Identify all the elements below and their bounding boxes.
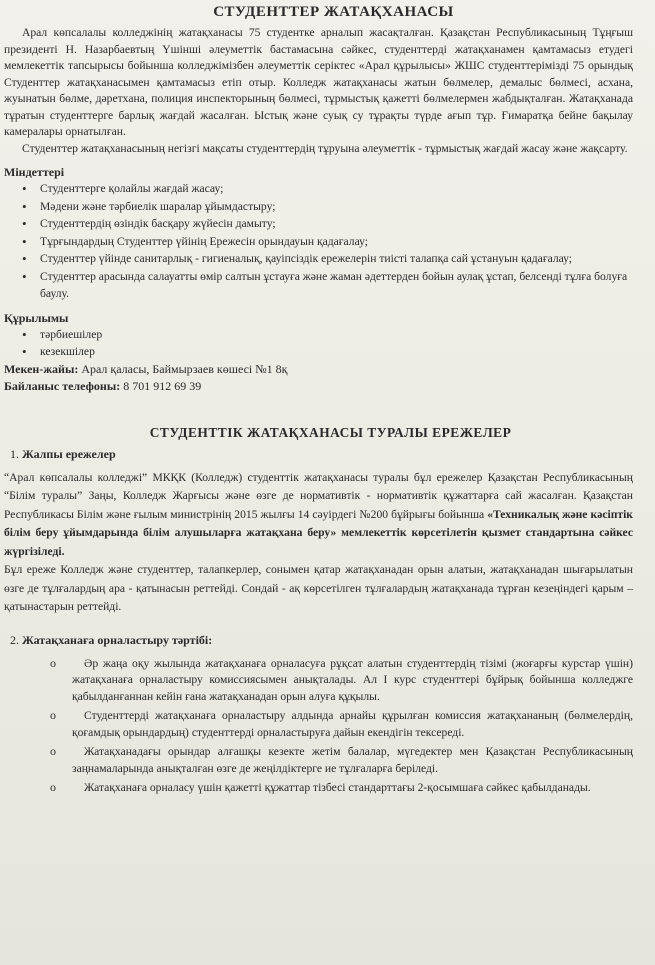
section-2-title: Жатақханаға орналастыру тәртібі:: [22, 632, 213, 647]
task-item: • Студенттер арасында салауатты өмір салтын ұстауға және жаман әдеттерден бойын аулақ ұстап, белсенді тұлға болуға баулу.: [22, 268, 633, 303]
tasks-list: [4, 180, 633, 303]
section-2-list: [4, 656, 633, 797]
section-1-paragraph-2: Бұл ереже Колледж және студенттер, талапкерлер, сонымен қатар жатақханадан орын алатын, жатақханадан шығарылатын өзге де тұлғалардың ара - қатынасын реттейді. Сондай - ақ көрсетілген тұлғалардың жатақханада тұрған кезеңіндегі қарым – қатынастарын реттейді.: [4, 563, 633, 613]
section-2-item: [52, 744, 633, 777]
structure-heading: Құрылымы: [4, 310, 69, 325]
section-1-text-b: «Техникалық және кәсіптік білім беру ұйымдарында білім алушыларға жатақхана беру» мемлекеттік көрсетілетін қызмет стандартына сәйкес жүргізіледі.: [4, 507, 633, 558]
section-2-heading: [10, 633, 633, 648]
section-2-item: [52, 708, 633, 741]
phone-value: 8 701 912 69 39: [123, 378, 202, 393]
structure-list: [4, 326, 633, 361]
page-title: СТУДЕНТТЕР ЖАТАҚХАНАСЫ: [213, 4, 454, 20]
task-item: • Студенттер үйінде санитарлық - гигиеналық, қауіпсіздік ережелерін тиісті талапқа сай ұстануын қадағалау;: [22, 250, 633, 268]
address-label: Мекен-жайы:: [4, 361, 79, 376]
phone-label: Байланыс телефоны:: [4, 378, 121, 393]
section-2-item-text: Студенттерді жатақханаға орналастыру алдында арнайы құрылған комиссия жатақхананың (бөлмелердің, қоғамдық орындардың) студенттерді орналастыруға дайын екендігін тексереді.: [72, 709, 633, 739]
structure-item: • тәрбиешілер: [22, 326, 633, 344]
phone-line: [4, 378, 633, 395]
section-1-paragraph-1: [4, 469, 633, 562]
task-item: • Студенттерге қолайлы жағдай жасау;: [22, 180, 633, 198]
section-2-number: 2.: [10, 632, 19, 647]
section-2-item-text: Әр жаңа оқу жылында жатақханаға орналасуға рұқсат алатын студенттердің тізімі (жоғарғы курстар үшін) жатақханаға орналастыру комиссиясымен анықталады. Ал I курс студенттері бұйрық бойынша колледжге қабылданғаннан кейін ғана жатақханадан орын алуға құқылы.: [72, 656, 633, 703]
intro-paragraph-1: Арал көпсалалы колледжінің жатақханасы 75 студентке арналып жасақталған. Қазақстан Республикасының Тұңғыш президенті Н. Назарбаевтың Үшінші әлеуметтік бастамасына сәйкес, студенттерді жатақханамен қамтамасыз етудегі мемлекеттік тапсырысы бойынша колледжімізбен әлеуметтік серіктес «Арал құрылысы» ЖШС студенттерімізді 75 орындық Студенттер жатақханасымен қамтамасыз етіп отыр. Колледж жатақханасы жатын бөлмелер, демалыс бөлмесі, асхана, жуынатын бөлме, дәретхана, полиция инспекторының бөлмесі, тұрмыстық қажетті бөлмелермен жабдықталған. Жатақханада тұратын студенттерге барлық жағдай жасалған. Ыстық және суық су тұрақты түрде ағып тұр. Ғимаратқа бейне бақылау камералары орнатылған.: [4, 26, 633, 138]
task-item: • Тұрғындардың Студенттер үйінің Ережесін орындауын қадағалау;: [22, 233, 633, 251]
intro-paragraph-2: Студенттер жатақханасының негізгі мақсаты студенттердің тұруына әлеуметтік - тұрмыстық жағдай жасау және жақсарту.: [22, 141, 628, 155]
rules-title: СТУДЕНТТІК ЖАТАҚХАНАСЫ ТУРАЛЫ ЕРЕЖЕЛЕР: [149, 424, 512, 440]
task-item: • Студенттердің өзіндік басқару жүйесін дамыту;: [22, 215, 633, 233]
tasks-heading: Міндеттері: [4, 165, 65, 179]
section-2-item: [52, 656, 633, 706]
section-1-number: 1.: [10, 446, 19, 461]
address-line: [4, 361, 633, 378]
structure-item: • кезекшілер: [22, 343, 633, 361]
address-value: Арал қаласы, Баймырзаев көшесі №1 8қ: [81, 361, 288, 376]
section-2-item-text: Жатақханаға орналасу үшін қажетті құжаттар тізбесі стандарттағы 2-қосымшаға сәйкес қабылданады.: [84, 781, 591, 794]
section-1-heading: [10, 445, 633, 463]
section-2-item-text: Жатақханадағы орындар алғашқы кезекте жетім балалар, мүгедектер мен Қазақстан Республикасының заңнамаларында анықталған өзге де жеңілдіктерге ие тұлғаларға беріледі.: [72, 745, 633, 775]
section-1-text-a: “Арал көпсалалы колледжі” МКҚК (Колледж) студенттік жатақханасы туралы бұл ережелер Қазақстан Республикасының “Білім туралы” Заңы, Колледж Жарғысы және өзге де нормативтік - нормативтік құжаттарға сай жасалған. Қазақстан Республикасы Білім және ғылым министрінің 2015 жылғы 14 сәуірдегі №200 бұйрығы бойынша: [4, 470, 633, 521]
section-2-item: [52, 780, 633, 797]
section-1-title: Жалпы ережелер: [22, 446, 116, 461]
task-item: • Мәдени және тәрбиелік шаралар ұйымдастыру;: [22, 198, 633, 216]
